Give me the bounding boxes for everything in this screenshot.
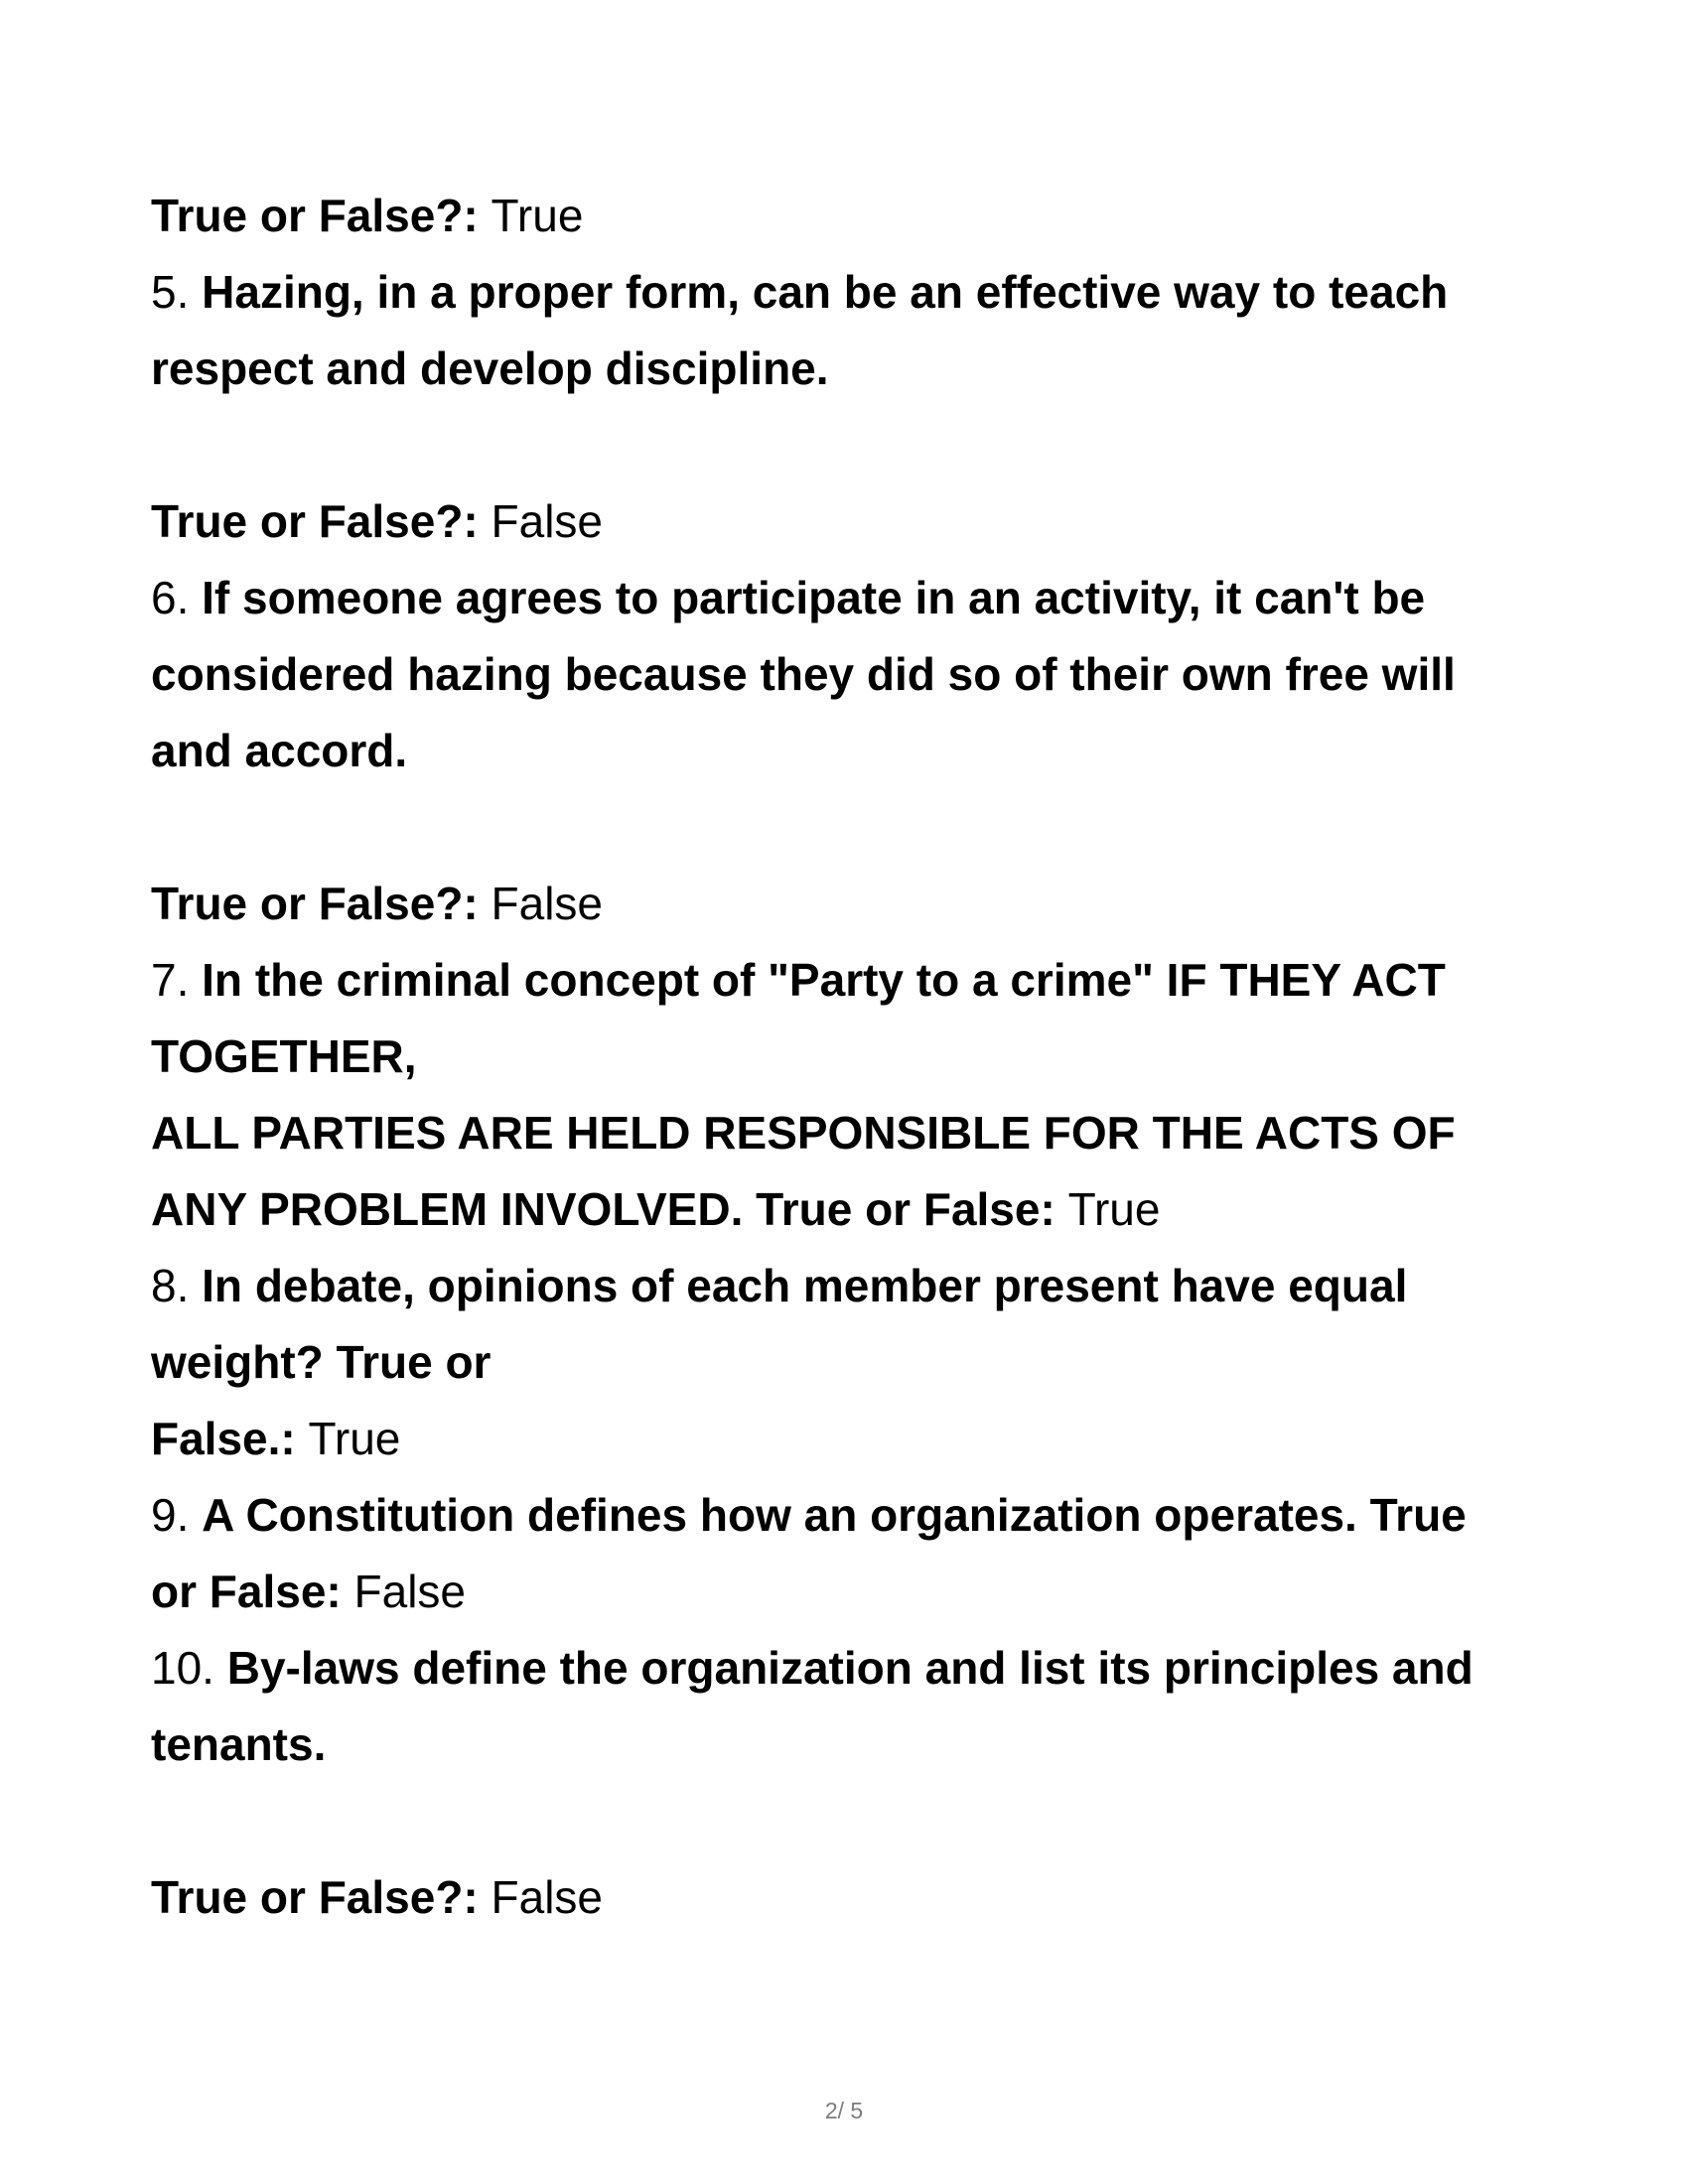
text-line: [151, 1706, 1541, 1783]
text-segment: In debate, opinions of each member present have equal: [202, 1260, 1408, 1311]
text-segment: TOGETHER,: [151, 1030, 417, 1082]
blank-line: [151, 789, 1541, 866]
text-line: [151, 1401, 1541, 1477]
text-segment: or False:: [151, 1566, 354, 1617]
text-line: [151, 866, 1541, 942]
text-segment: True or False?:: [151, 1871, 492, 1923]
text-segment: In the criminal concept of "Party to a crime" IF THEY ACT: [202, 954, 1446, 1006]
text-line: [151, 1095, 1541, 1171]
text-line: [151, 942, 1541, 1019]
text-segment: By-laws define the organization and list its principles and: [226, 1642, 1474, 1694]
text-line: [151, 1248, 1541, 1324]
text-line: [151, 713, 1541, 789]
text-line: [151, 254, 1541, 331]
text-segment: Hazing, in a proper form, can be an effective way to teach: [202, 266, 1449, 318]
text-segment: and accord.: [151, 725, 408, 776]
text-segment: 10.: [151, 1642, 227, 1694]
blank-line: [151, 407, 1541, 483]
text-segment: False.:: [151, 1413, 309, 1464]
text-segment: ALL PARTIES ARE HELD RESPONSIBLE FOR THE ACTS OF: [151, 1107, 1456, 1159]
text-line: [151, 1324, 1541, 1401]
text-line: [151, 331, 1541, 407]
text-segment: 7.: [151, 954, 203, 1006]
text-segment: If someone agrees to participate in an activity, it can't be: [202, 572, 1426, 623]
text-line: [151, 178, 1541, 254]
text-line: [151, 1477, 1541, 1554]
text-segment: False: [491, 1871, 604, 1923]
text-segment: considered hazing because they did so of their own free will: [151, 648, 1456, 700]
document-text-block: [151, 178, 1541, 1936]
text-line: [151, 560, 1541, 636]
text-segment: weight? True or: [151, 1336, 492, 1388]
page-number: 2/ 5: [824, 2098, 864, 2123]
text-line: [151, 1019, 1541, 1095]
text-segment: True or False?:: [151, 190, 492, 241]
text-segment: ANY PROBLEM INVOLVED. True or False:: [151, 1183, 1068, 1235]
text-line: [151, 483, 1541, 560]
text-line: [151, 1171, 1541, 1248]
text-segment: True: [1067, 1183, 1161, 1235]
text-segment: False: [353, 1566, 466, 1617]
text-segment: 5.: [151, 266, 203, 318]
text-segment: False: [491, 878, 604, 929]
text-line: [151, 1630, 1541, 1706]
text-segment: 6.: [151, 572, 203, 623]
text-line: [151, 636, 1541, 713]
text-segment: True or False?:: [151, 495, 492, 547]
text-segment: respect and develop discipline.: [151, 342, 829, 394]
text-segment: False: [491, 495, 604, 547]
text-segment: tenants.: [151, 1718, 327, 1770]
text-line: [151, 1554, 1541, 1630]
text-segment: True: [491, 190, 584, 241]
text-line: [151, 1859, 1541, 1936]
text-segment: A Constitution defines how an organization operates. True: [202, 1489, 1467, 1541]
text-segment: 8.: [151, 1260, 203, 1311]
text-segment: True: [308, 1413, 401, 1464]
text-segment: True or False?:: [151, 878, 492, 929]
blank-line: [151, 1783, 1541, 1859]
text-segment: 9.: [151, 1489, 203, 1541]
